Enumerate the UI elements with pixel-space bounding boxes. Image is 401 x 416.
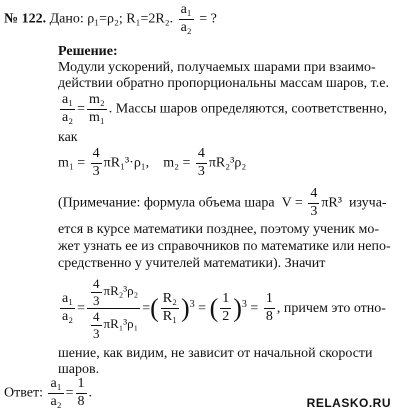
- main-equation-text: , причем это отно-: [276, 300, 386, 316]
- question-mark: = ?: [199, 11, 217, 27]
- main-lhs: $\frac{\text{a₁}}{\text{a₂}}$: [62, 291, 74, 325]
- paragraph-line: шение, как видим, не зависит от начальной скорости: [58, 346, 373, 361]
- ratio-lhs: $\frac{\text{a₁}}{\text{a₂}}$: [62, 92, 74, 125]
- ratio-equation: $\frac{\text{a₁}}{\text{a₂}}$ = $\frac{\text{m₂}}{\text{m₁}}$ . Массы шаров определяются, соответственно,: [62, 92, 388, 125]
- paragraph-line: шаров.: [58, 362, 100, 377]
- numerator-coefficient: $\frac{4}{3}$: [93, 276, 100, 308]
- problem-header: [4, 2, 217, 37]
- note-formula-tail: πR³: [321, 195, 342, 211]
- problem-number: № 122.: [4, 11, 47, 27]
- mass-formulas: [58, 146, 246, 181]
- answer-rhs: $\frac{1}{8}$: [77, 376, 85, 409]
- denominator-coefficient: $\frac{4}{3}$: [93, 309, 100, 341]
- result-fraction: $\frac{1}{8}$: [265, 291, 273, 325]
- mass2-lhs: m₂ =: [163, 155, 191, 171]
- question-fraction: $\frac{\text{a₁}}{\text{a₂}}$: [180, 2, 192, 35]
- paragraph-line: жет узнать ее из справочников по математике или непо-: [58, 239, 391, 254]
- answer-lhs: $\frac{\text{a₁}}{\text{a₂}}$: [50, 376, 62, 409]
- note-start: (Примечание: формула объема шара: [58, 195, 275, 211]
- mass2-tail: πR₂³ρ₂: [208, 155, 247, 171]
- ratio-text: . Массы шаров определяются, соответственно,: [108, 101, 388, 117]
- note-formula-lhs: V =: [281, 195, 303, 211]
- half-fraction: $\frac{1}{2}$: [222, 291, 230, 325]
- paragraph-line: ется в курсе математики позднее, поэтому ученик мо-: [58, 222, 380, 237]
- ratio-rhs: $\frac{\text{m₂}}{\text{m₁}}$: [89, 92, 105, 125]
- mass1-tail: πR₁³·ρ₁,: [103, 155, 150, 171]
- mass1-fraction: $\frac{4}{3}$: [92, 146, 100, 179]
- paragraph-line: Модули ускорений, получаемых шарами при взаимо-: [58, 60, 376, 75]
- given-values: ρ₁=ρ₂; R₁=2R₂.: [87, 11, 174, 27]
- paragraph-line: действии обратно пропорциональны массам шаров, т.е.: [58, 76, 389, 91]
- main-equation: $\frac{\text{a₁}}{\text{a₂}}$ = $\frac{4}{3}$ πR₂³ρ₂ $\frac{4}{3}$ πR₁³ρ₁ =( $\frac{\text{R₂}}{\text{R₁}}$ )$^3$ = ( $\frac{1}{2}$ )$^3$ = $\frac{1}{8}$ , причем это отно-: [62, 276, 386, 341]
- paragraph-line: средственно у учителей математики). Значит: [58, 256, 326, 271]
- mass-ratio-fraction: $\frac{4}{3}$ πR₂³ρ₂ $\frac{4}{3}$ πR₁³ρ₁: [87, 276, 140, 341]
- radius-ratio: $\frac{\text{R₂}}{\text{R₁}}$: [162, 291, 177, 325]
- note-end: изуча-: [348, 195, 387, 211]
- mass1-lhs: m₁ =: [58, 155, 86, 171]
- note-line: [58, 186, 387, 221]
- answer-line: Ответ: $\frac{\text{a₁}}{\text{a₂}}$ = $\frac{1}{8}$ .: [4, 376, 92, 409]
- as-word: как: [58, 130, 78, 145]
- answer-label: Ответ:: [4, 385, 43, 401]
- note-formula-fraction: $\frac{4}{3}$: [310, 186, 318, 219]
- site-watermark: RELASKO.RU: [306, 395, 391, 410]
- solution-heading: Решение:: [58, 44, 118, 59]
- given-label: Дано:: [49, 11, 84, 27]
- mass2-fraction: $\frac{4}{3}$: [197, 146, 205, 179]
